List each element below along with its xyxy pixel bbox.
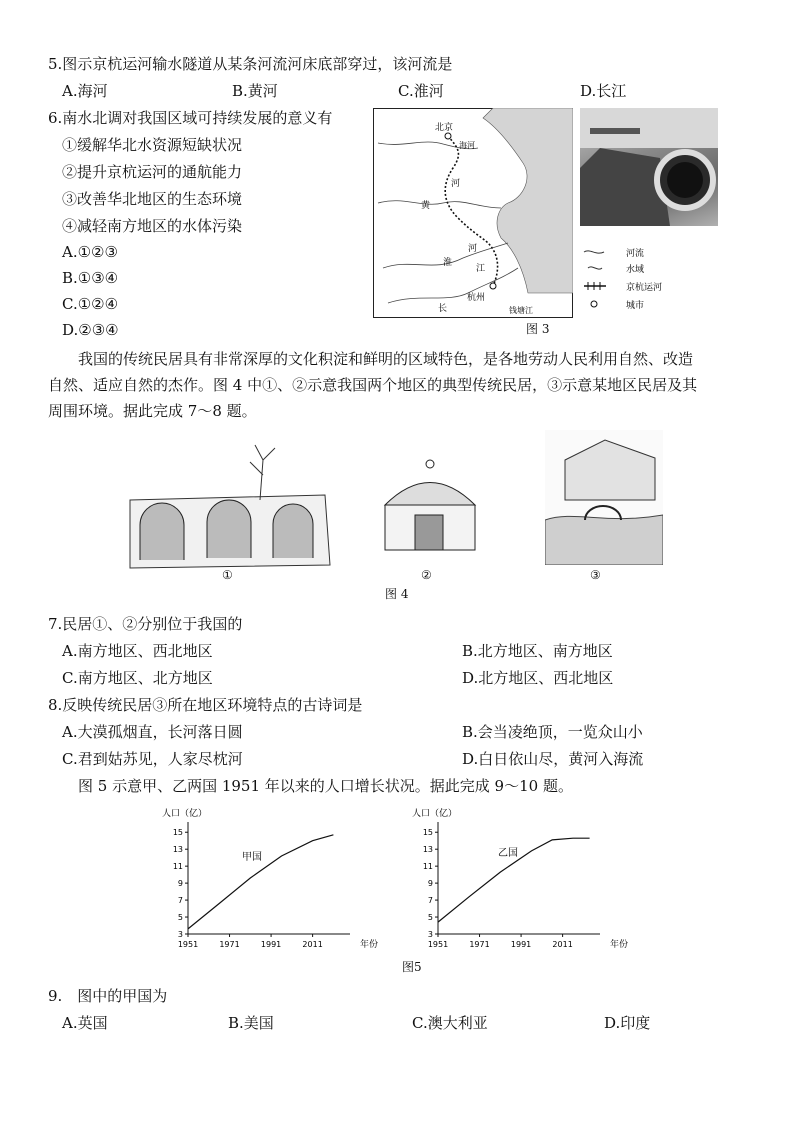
- y-tick-label: 9: [427, 879, 433, 889]
- q9-option-c: C.澳大利亚: [412, 1014, 488, 1032]
- fig4-cave-dwelling: [125, 440, 345, 575]
- map-label-haihe: 海河: [459, 141, 475, 150]
- q7-option-a: A.南方地区、西北地区: [62, 642, 213, 660]
- y-axis-label: 人口（亿）: [412, 809, 458, 819]
- fig3-caption: 图 3: [526, 322, 550, 336]
- series-label: 甲国: [242, 852, 262, 863]
- q6-item-3: ③改善华北地区的生态环境: [62, 190, 243, 208]
- fig4-yurt: [375, 450, 485, 560]
- x-tick-label: 1991: [510, 940, 532, 949]
- fig5-caption: 图5: [402, 960, 422, 974]
- legend-water: 水域: [626, 265, 645, 275]
- q6-item-2: ②提升京杭运河的通航能力: [62, 163, 243, 181]
- y-tick-label: 5: [177, 913, 183, 923]
- q6-stem: 6.南水北调对我国区域可持续发展的意义有: [48, 109, 333, 127]
- y-tick-label: 15: [172, 828, 183, 838]
- passage2: 图 5 示意甲、乙两国 1951 年以来的人口增长状况。据此完成 9～10 题。: [78, 777, 573, 795]
- y-tick-label: 13: [172, 845, 183, 855]
- q7-stem: 7.民居①、②分别位于我国的: [48, 615, 243, 633]
- series-label: 乙国: [498, 848, 518, 859]
- q5-stem: 5.图示京杭运河输水隧道从某条河流河床底部穿过，该河流是: [48, 55, 453, 73]
- fig3-tunnel-photo: [580, 108, 718, 226]
- passage1-line2: 自然、适应自然的杰作。图 4 中①、②示意我国两个地区的典型传统民居，③示意某地区民居及其: [48, 376, 698, 394]
- y-tick-label: 7: [427, 896, 433, 906]
- x-tick-label: 1951: [427, 940, 449, 949]
- q8-option-c: C.君到姑苏见，人家尽枕河: [62, 750, 243, 768]
- fig4-label-1: ①: [222, 568, 233, 582]
- q6-option-d: D.②③④: [62, 321, 119, 339]
- q5-option-b: B.黄河: [232, 82, 278, 100]
- legend-canal: 京杭运河: [626, 283, 663, 293]
- fig4-label-2: ②: [421, 568, 432, 582]
- x-tick-label: 2011: [552, 940, 573, 949]
- passage1-line3: 周围环境。据此完成 7～8 题。: [48, 402, 257, 420]
- fig4-water-town: [545, 430, 663, 565]
- map-label-he2: 河: [468, 244, 478, 254]
- map-label-chang: 长: [438, 304, 448, 314]
- y-tick-label: 9: [177, 879, 183, 889]
- q8-stem: 8.反映传统民居③所在地区环境特点的古诗词是: [48, 696, 363, 714]
- x-tick-label: 1971: [469, 940, 490, 949]
- q6-option-b: B.①③④: [62, 269, 119, 287]
- q7-option-b: B.北方地区、南方地区: [462, 642, 613, 660]
- legend-city: 城市: [626, 301, 645, 311]
- q6-item-4: ④减轻南方地区的水体污染: [62, 217, 243, 235]
- q6-item-1: ①缓解华北水资源短缺状况: [62, 136, 243, 154]
- x-tick-label: 1951: [177, 940, 199, 949]
- q7-option-d: D.北方地区、西北地区: [462, 669, 614, 687]
- x-tick-label: 2011: [302, 940, 323, 949]
- y-tick-label: 5: [427, 913, 433, 923]
- chart-country-yi: [410, 804, 645, 954]
- y-tick-label: 3: [177, 930, 183, 939]
- map-label-qiantang: 钱塘江: [509, 306, 533, 315]
- map-label-beijing: 北京: [435, 123, 454, 133]
- fig3-map: [373, 108, 573, 318]
- q8-option-b: B.会当凌绝顶，一览众山小: [462, 723, 643, 741]
- y-axis-label: 人口（亿）: [162, 809, 208, 819]
- q8-option-a: A.大漠孤烟直，长河落日圆: [62, 723, 243, 741]
- fig3-legend: [582, 246, 702, 316]
- legend-river: 河流: [626, 249, 645, 259]
- fig4-label-3: ③: [590, 568, 601, 582]
- q5-option-d: D.长江: [580, 82, 627, 100]
- q9-option-b: B.美国: [228, 1014, 274, 1032]
- y-tick-label: 7: [177, 896, 183, 906]
- x-axis-label: 年份: [360, 940, 379, 950]
- q7-option-c: C.南方地区、北方地区: [62, 669, 213, 687]
- q9-option-a: A.英国: [62, 1014, 108, 1032]
- fig4-caption: 图 4: [385, 587, 409, 601]
- x-tick-label: 1971: [219, 940, 240, 949]
- chart-country-jia: [160, 804, 395, 954]
- x-axis-label: 年份: [610, 940, 629, 950]
- q6-option-a: A.①②③: [62, 243, 118, 261]
- q9-stem: 9. 图中的甲国为: [48, 987, 168, 1005]
- q6-option-c: C.①②④: [62, 295, 119, 313]
- q5-option-a: A.海河: [62, 82, 108, 100]
- y-tick-label: 11: [422, 862, 433, 872]
- map-label-yellow: 黄: [421, 201, 431, 211]
- y-tick-label: 13: [422, 845, 433, 855]
- passage1-line1: 我国的传统民居具有非常深厚的文化积淀和鲜明的区域特色，是各地劳动人民利用自然、改造: [78, 350, 694, 368]
- q5-option-c: C.淮河: [398, 82, 444, 100]
- map-label-hangzhou: 杭州: [467, 293, 486, 303]
- map-label-jiang: 江: [476, 264, 486, 274]
- series-line: [188, 835, 333, 929]
- map-label-river: 河: [451, 179, 461, 189]
- y-tick-label: 11: [172, 862, 183, 872]
- q8-option-d: D.白日依山尽，黄河入海流: [462, 750, 644, 768]
- x-tick-label: 1991: [260, 940, 282, 949]
- y-tick-label: 15: [422, 828, 433, 838]
- q9-option-d: D.印度: [604, 1014, 651, 1032]
- y-tick-label: 3: [427, 930, 433, 939]
- map-label-huai: 淮: [443, 258, 453, 268]
